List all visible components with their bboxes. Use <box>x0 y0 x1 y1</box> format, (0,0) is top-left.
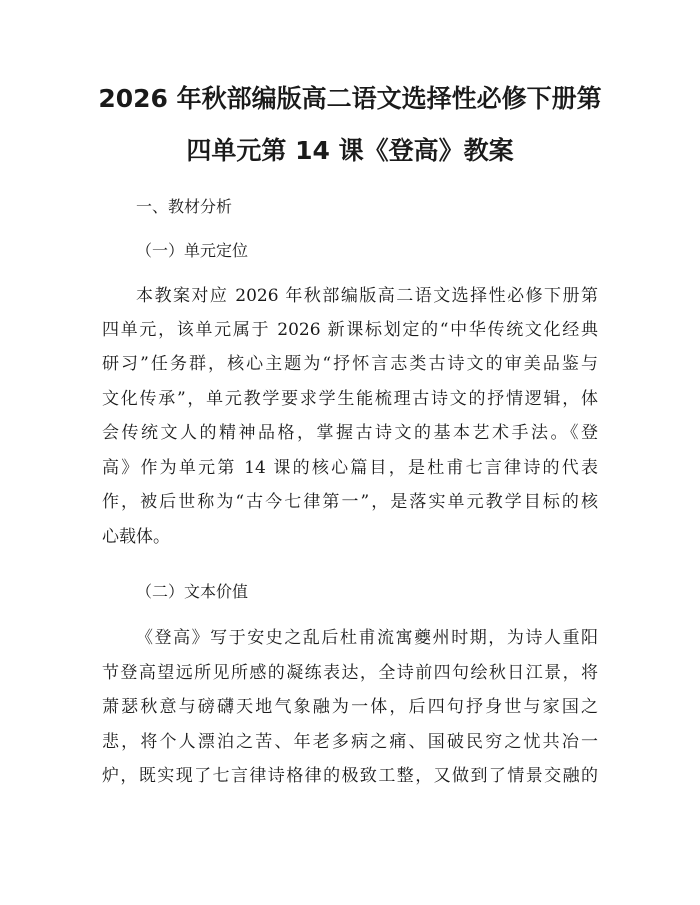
subsection-heading-text-value: （二）文本价值 <box>136 582 249 601</box>
document-title-line-1: 2026 年秋部编版高二语文选择性必修下册第 <box>98 84 602 113</box>
paragraph-line: 研习”任务群，核心主题为“抒怀言志类古诗文的审美品鉴与 <box>102 354 598 374</box>
paragraph-line: 作，被后世称为“古今七律第一”，是落实单元教学目标的核 <box>102 492 598 512</box>
paragraph-line: 文化传承”，单元教学要求学生能梳理古诗文的抒情逻辑，体 <box>102 389 598 409</box>
paragraph-line: 会传统文人的精神品格，掌握古诗文的基本艺术手法。《登 <box>102 423 598 443</box>
paragraph-line: 萧瑟秋意与磅礴天地气象融为一体，后四句抒身世与家国之 <box>102 697 598 717</box>
subsection-heading-unit-positioning: （一）单元定位 <box>136 241 249 260</box>
paragraph-line: 炉，既实现了七言律诗格律的极致工整，又做到了情景交融的 <box>102 766 598 786</box>
paragraph-line: 节登高望远所见所感的凝练表达，全诗前四句绘秋日江景，将 <box>102 663 598 683</box>
paragraph-line: 本教案对应 2026 年秋部编版高二语文选择性必修下册第 <box>136 286 598 306</box>
paragraph-line: 《登高》写于安史之乱后杜甫流寓夔州时期，为诗人重阳 <box>136 628 598 648</box>
section-heading-teaching-material-analysis: 一、教材分析 <box>136 197 233 216</box>
paragraph-line: 四单元，该单元属于 2026 新课标划定的“中华传统文化经典 <box>102 320 598 340</box>
paragraph-line: 悲，将个人漂泊之苦、年老多病之痛、国破民穷之忧共冶一 <box>102 732 598 752</box>
paragraph-line: 心载体。 <box>102 527 170 547</box>
document-title-line-2: 四单元第 14 课《登高》教案 <box>186 136 514 165</box>
paragraph-line: 高》作为单元第 14 课的核心篇目，是杜甫七言律诗的代表 <box>102 458 598 478</box>
